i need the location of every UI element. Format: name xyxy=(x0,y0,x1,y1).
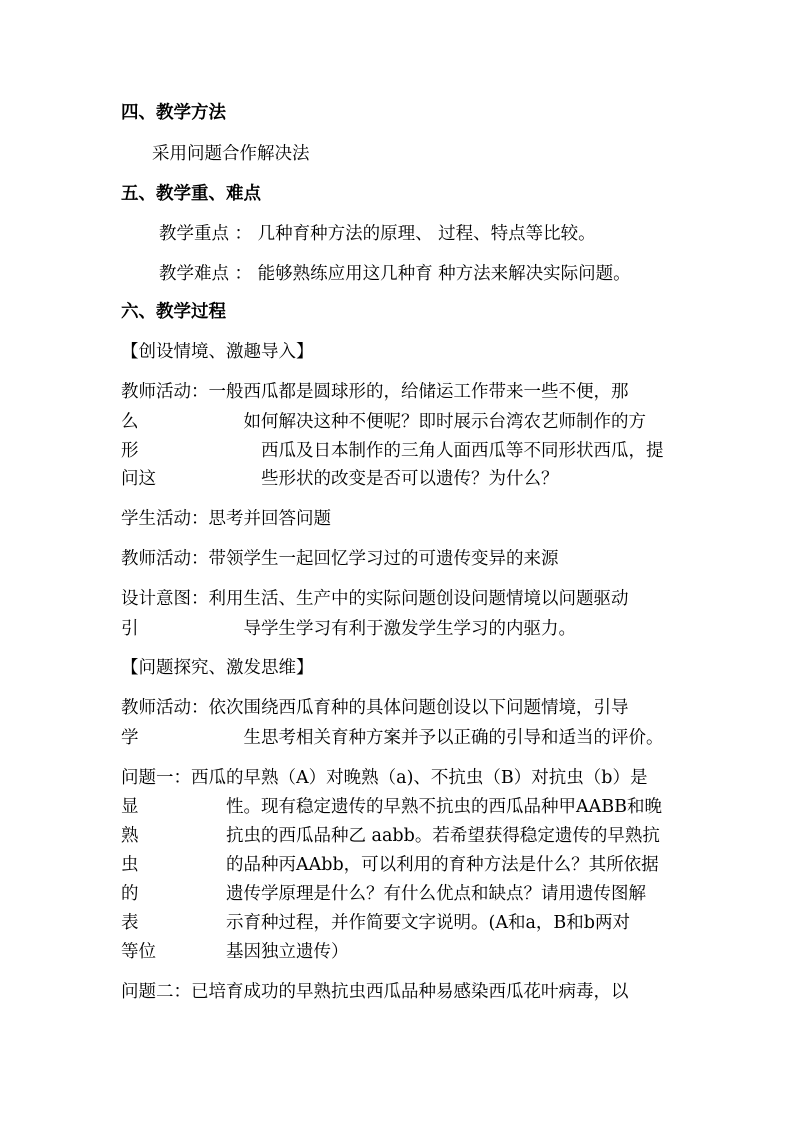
paragraph-line: 学 生思考相关育种方案并予以正确的引导和适当的评价。 xyxy=(121,728,664,748)
difficult-point-text: 教学难点 ： 能够熟练应用这几种育 种方法来解决实际问题。 xyxy=(159,264,631,284)
paragraph-line: 虫 的品种丙AAbb，可以利用的育种方法是什么？其所依据 xyxy=(121,855,659,875)
section-title-intro: 【创设情境、激趣导入】 xyxy=(121,342,314,362)
heading-teaching-method: 四、教学方法 xyxy=(121,103,226,123)
key-point-text: 教学重点 ： 几种育种方法的原理、 过程、特点等比较。 xyxy=(159,224,596,244)
paragraph-line: 等位 基因独立遗传） xyxy=(121,942,349,962)
paragraph-line: 引 导学生学习有利于激发学生学习的内驱力。 xyxy=(121,619,576,639)
paragraph-line: 问题一：西瓜的早熟（A）对晚熟（a)、不抗虫（B）对抗虫（b）是 xyxy=(121,768,648,788)
paragraph-line: 问这 些形状的改变是否可以遗传？为什么？ xyxy=(121,469,559,489)
paragraph-line: 表 示育种过程，并作简要文字说明。(A和a，B和b两对 xyxy=(121,913,630,933)
paragraph-line: 熟 抗虫的西瓜品种乙 aabb。若希望获得稳定遗传的早熟抗 xyxy=(121,826,660,846)
paragraph-line: 么 如何解决这种不便呢？即时展示台湾农艺师制作的方 xyxy=(121,412,646,432)
paragraph-line: 问题二：已培育成功的早熟抗虫西瓜品种易感染西瓜花叶病毒，以 xyxy=(121,982,629,1002)
paragraph-line: 的 遗传学原理是什么？有什么优点和缺点？请用遗传图解 xyxy=(121,884,646,904)
paragraph-line: 设计意图：利用生活、生产中的实际问题创设问题情境以问题驱动 xyxy=(121,589,629,609)
section-title-explore: 【问题探究、激发思维】 xyxy=(121,658,314,678)
paragraph-line: 教师活动：一般西瓜都是圆球形的，给储运工作带来一些不便，那 xyxy=(121,382,629,402)
paragraph-line: 学生活动：思考并回答问题 xyxy=(121,509,331,529)
paragraph-line: 教师活动：带领学生一起回忆学习过的可遗传变异的来源 xyxy=(121,549,559,569)
paragraph-line: 教师活动：依次围绕西瓜育种的具体问题创设以下问题情境，引导 xyxy=(121,698,629,718)
method-text: 采用问题合作解决法 xyxy=(152,144,310,164)
heading-key-difficult-points: 五、教学重、难点 xyxy=(121,184,261,204)
paragraph-line: 显 性。现有稳定遗传的早熟不抗虫的西瓜品种甲AABB和晚 xyxy=(121,797,662,817)
paragraph-line: 形 西瓜及日本制作的三角人面西瓜等不同形状西瓜，提 xyxy=(121,441,664,461)
heading-teaching-process: 六、教学过程 xyxy=(121,302,226,322)
